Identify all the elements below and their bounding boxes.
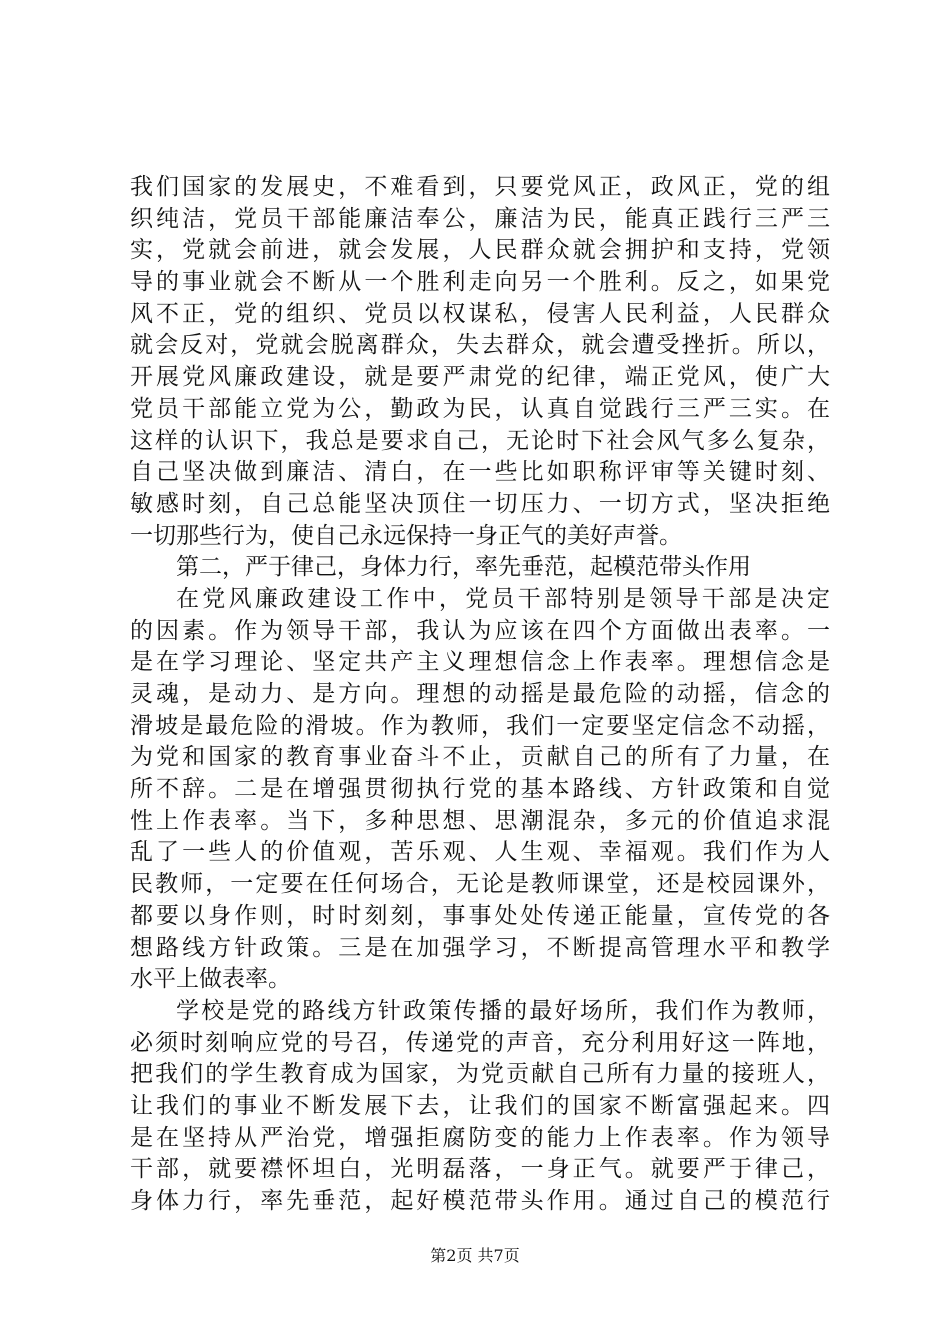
section-heading: 第二，严于律己，身体力行，率先垂范，起模范带头作用 — [176, 554, 751, 581]
text-line: 学校是党的路线方针政策传播的最好场所，我们作为教师， — [176, 997, 830, 1024]
text-line: 所不辞。二是在增强贯彻执行党的基本路线、方针政策和自觉 — [130, 776, 830, 803]
text-line: 乱了一些人的价值观，苦乐观、人生观、幸福观。我们作为人 — [130, 839, 830, 866]
text-line: 自己坚决做到廉洁、清白，在一些比如职称评审等关键时刻、 — [130, 459, 830, 486]
text-line: 在党风廉政建设工作中，党员干部特别是领导干部是决定 — [176, 585, 830, 612]
text-line: 这样的认识下，我总是要求自己，无论时下社会风气多么复杂， — [130, 427, 830, 454]
text-line: 是在坚持从严治党，增强拒腐防变的能力上作表率。作为领导 — [130, 1124, 830, 1151]
text-line: 水平上做表率。 — [130, 966, 291, 993]
text-line: 把我们的学生教育成为国家，为党贡献自己所有力量的接班人， — [130, 1061, 830, 1088]
text-line: 是在学习理论、坚定共产主义理想信念上作表率。理想信念是 — [130, 649, 830, 676]
body-text — [130, 172, 830, 1218]
text-line: 实，党就会前进，就会发展，人民群众就会拥护和支持，党领 — [130, 237, 830, 264]
text-line: 干部，就要襟怀坦白，光明磊落，一身正气。就要严于律己， — [130, 1156, 830, 1183]
text-line: 就会反对，党就会脱离群众，失去群众，就会遭受挫折。所以， — [130, 332, 830, 359]
text-line: 我们国家的发展史，不难看到，只要党风正，政风正，党的组 — [130, 174, 830, 200]
text-line: 都要以身作则，时时刻刻，事事处处传递正能量，宣传党的各 — [130, 902, 830, 929]
text-line: 灵魂，是动力、是方向。理想的动摇是最危险的动摇，信念的 — [130, 681, 830, 707]
text-line: 让我们的事业不断发展下去，让我们的国家不断富强起来。四 — [130, 1092, 830, 1119]
page-number-footer: 第2页 共7页 — [430, 1246, 520, 1265]
text-line: 滑坡是最危险的滑坡。作为教师，我们一定要坚定信念不动摇， — [130, 712, 830, 739]
text-line: 党员干部能立党为公，勤政为民，认真自觉践行三严三实。在 — [130, 395, 830, 422]
text-line: 敏感时刻，自己总能坚决顶住一切压力、一切方式，坚决拒绝 — [130, 490, 830, 517]
text-line: 导的事业就会不断从一个胜利走向另一个胜利。反之，如果党 — [130, 269, 830, 296]
text-line: 织纯洁，党员干部能廉洁奉公，廉洁为民，能真正践行三严三 — [130, 205, 830, 232]
text-line: 风不正，党的组织、党员以权谋私，侵害人民利益，人民群众 — [130, 300, 830, 327]
text-line: 一切那些行为，使自己永远保持一身正气的美好声誉。 — [130, 522, 682, 549]
text-line: 身体力行，率先垂范，起好模范带头作用。通过自己的模范行 — [130, 1188, 830, 1214]
text-line: 民教师，一定要在任何场合，无论是教师课堂，还是校园课外， — [130, 871, 830, 898]
text-line: 性上作表率。当下，多种思想、思潮混杂，多元的价值追求混 — [130, 807, 830, 834]
text-line: 为党和国家的教育事业奋斗不止，贡献自己的所有了力量，在 — [130, 744, 830, 771]
text-line: 必须时刻响应党的号召，传递党的声音，充分利用好这一阵地， — [130, 1029, 830, 1056]
text-line: 的因素。作为领导干部，我认为应该在四个方面做出表率。一 — [130, 617, 830, 644]
text-line: 开展党风廉政建设，就是要严肃党的纪律，端正党风，使广大 — [130, 364, 830, 391]
text-line: 想路线方针政策。三是在加强学习，不断提高管理水平和教学 — [130, 934, 830, 961]
